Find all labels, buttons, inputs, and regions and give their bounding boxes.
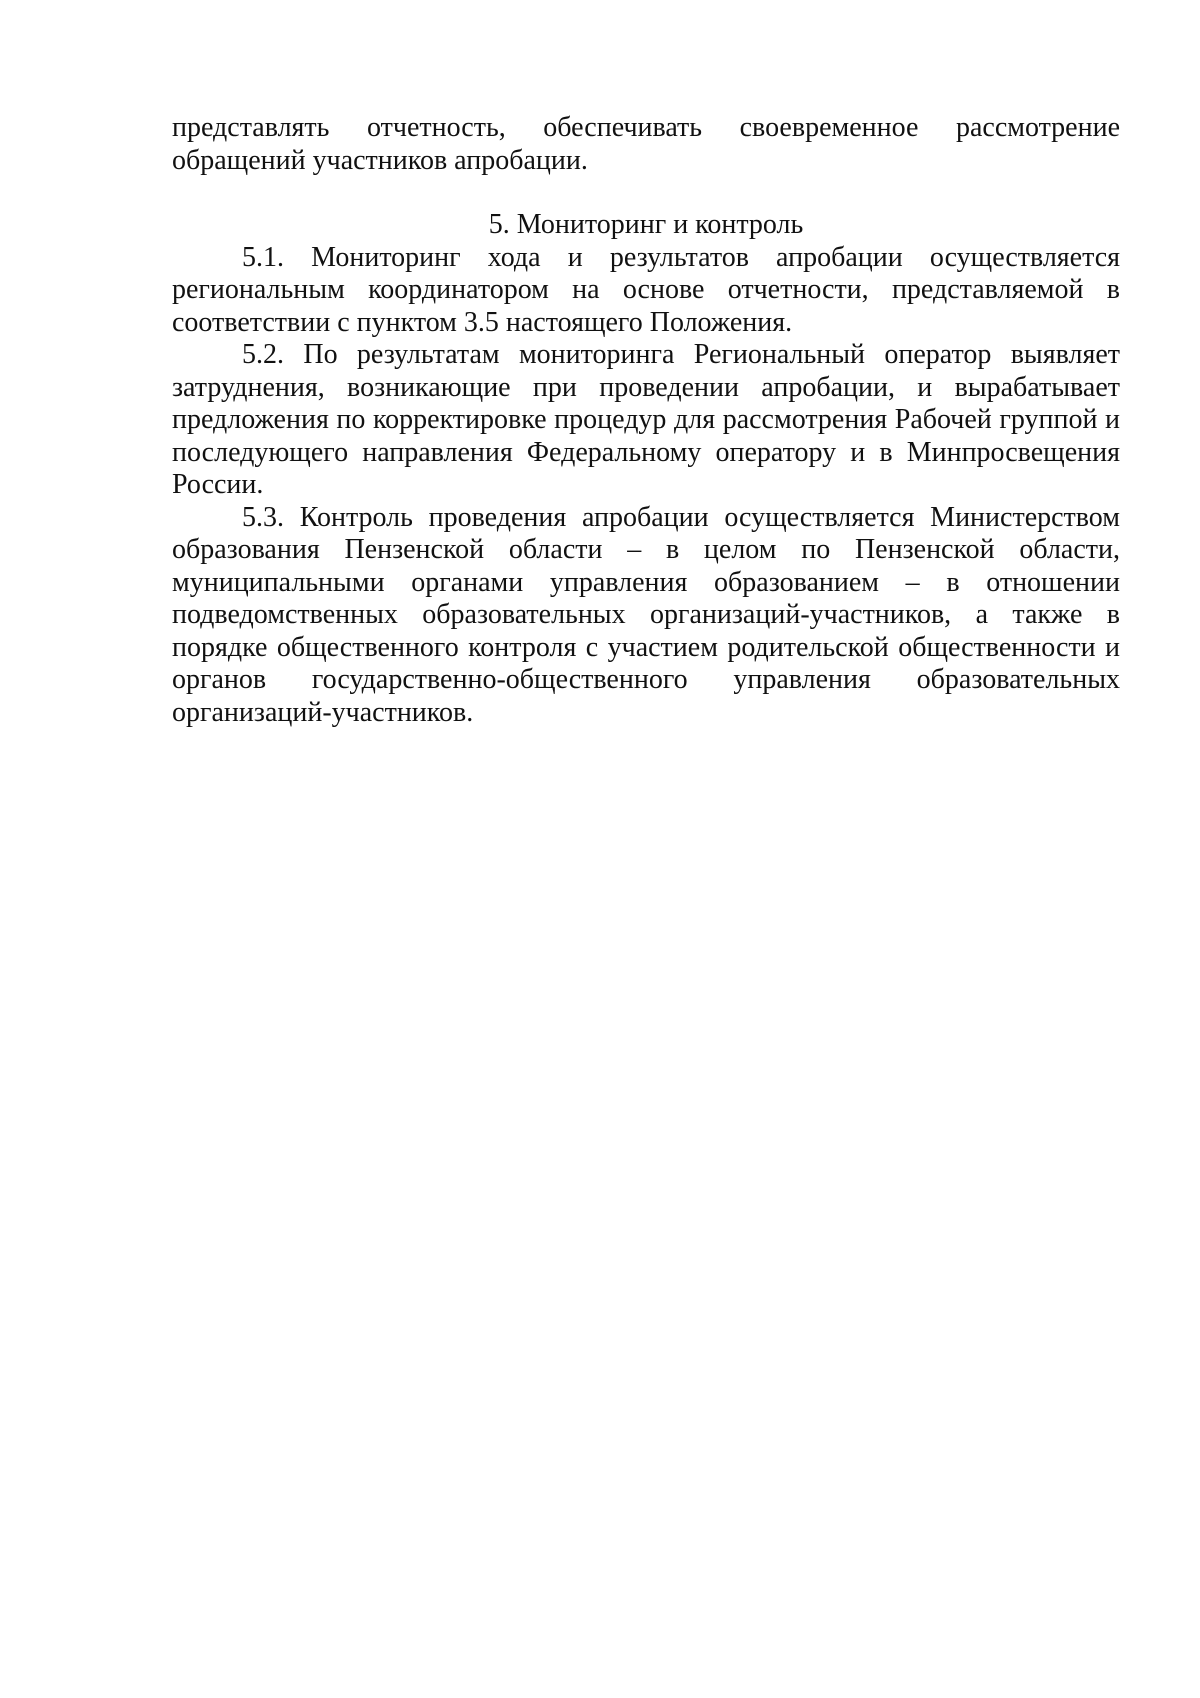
paragraph-5-2: 5.2. По результатам мониторинга Региональный оператор выявляет затруднения, возникающие при проведении апробации, и вырабатывает предложения по корректировке процедур для рассмотрения Рабочей группой и последующего направления Федеральному оператору и в Минпросвещения России. bbox=[172, 339, 1120, 500]
section-heading: 5. Мониторинг и контроль bbox=[488, 209, 804, 240]
intro-paragraph: представлять отчетность, обеспечивать своевременное рассмотрение обращений участников апробации. bbox=[172, 112, 1120, 176]
paragraph-5-1: 5.1. Мониторинг хода и результатов апробации осуществляется региональным координатором на основе отчетности, представляемой в соответствии с пунктом 3.5 настоящего Положения. bbox=[172, 241, 1120, 338]
document-body bbox=[172, 112, 1120, 729]
paragraph-5-3: 5.3. Контроль проведения апробации осуществляется Министерством образования Пензенской области – в целом по Пензенской области, муниципальными органами управления образованием – в отношении подведомственных образовательных организаций-участников, а также в порядке общественного контроля с участием родительской общественности и органов государственно-общественного управления образовательных организаций-участников. bbox=[172, 501, 1120, 728]
